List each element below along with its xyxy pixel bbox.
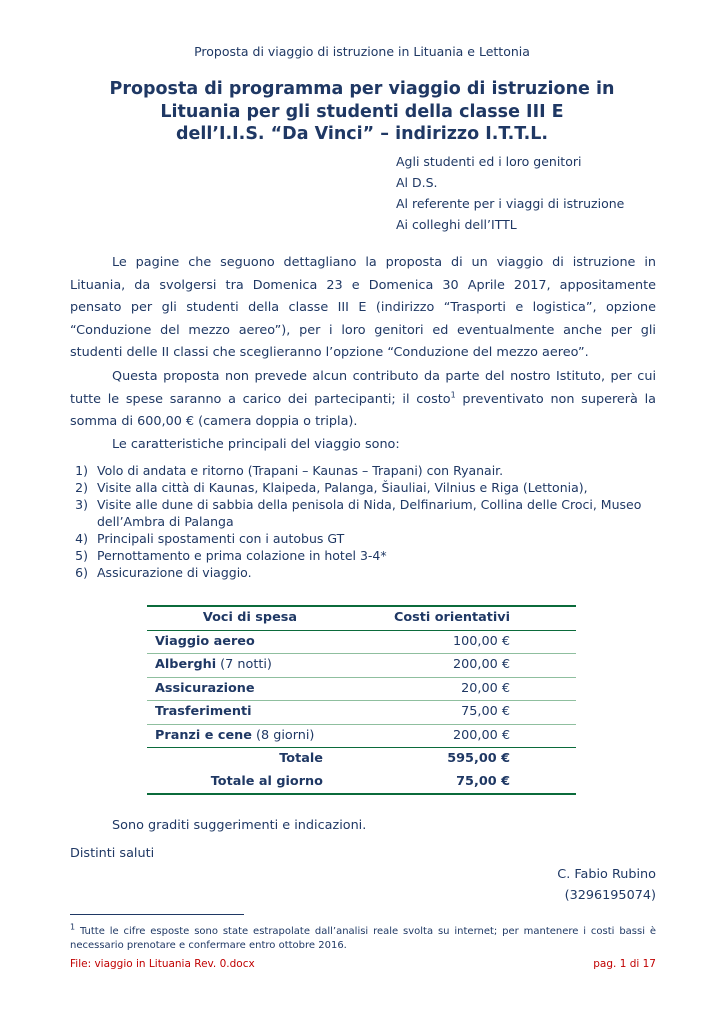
cost-value: 100,00 €: [353, 630, 576, 654]
list-item: [70, 564, 660, 581]
total-row: [147, 748, 576, 771]
salutation: Distinti saluti: [70, 846, 155, 861]
cost-value: 200,00 €: [353, 724, 576, 748]
cost-table: [147, 605, 576, 795]
document-title: [70, 78, 654, 146]
footnote-text: Tutte le cifre esposte sono state estrapolate dall’analisi reale svolta su internet; per mantenere i costi bassi è necessario prenotare e confermare entro ottobre 2016.: [70, 926, 656, 951]
footer-page-number: pag. 1 di 17: [593, 958, 656, 970]
list-number: 2): [75, 480, 88, 495]
footnote-mark: 1: [70, 922, 76, 932]
title-line: Lituania per gli studenti della classe III E: [160, 101, 564, 122]
table-row: [147, 630, 576, 654]
cost-item-label: Pranzi e cene: [155, 727, 252, 743]
cost-paragraph: [70, 366, 656, 434]
signature-phone: (3296195074): [564, 888, 656, 903]
recipient: Agli studenti ed i loro genitori: [396, 154, 582, 169]
table-header-row: [147, 606, 576, 630]
daily-total-label: Totale al giorno: [147, 771, 353, 795]
closing-sentence: Sono graditi suggerimenti e indicazioni.: [112, 818, 367, 833]
list-number: 3): [75, 497, 88, 512]
list-item-text: Visite alle dune di sabbia della penisola di Nida, Delfinarium, Collina delle Croci, Museo dell’Ambra di Palanga: [97, 497, 642, 529]
list-number: 4): [75, 531, 88, 546]
recipients-block: [396, 151, 624, 235]
total-label: Totale: [279, 751, 323, 766]
footer-filename: File: viaggio in Lituania Rev. 0.docx: [70, 958, 255, 970]
page-header: Proposta di viaggio di istruzione in Lituania e Lettonia: [194, 44, 530, 59]
list-item: [70, 547, 660, 564]
column-header-costo: Costi orientativi: [353, 606, 576, 630]
signature-name: C. Fabio Rubino: [557, 867, 656, 882]
daily-total-value: 75,00 €: [353, 771, 576, 795]
list-item: [70, 462, 660, 479]
column-header-voce: Voci di spesa: [147, 606, 353, 630]
list-item: [70, 479, 660, 496]
cost-item-note: (7 notti): [216, 657, 272, 672]
cost-text-before: Questa proposta non prevede alcun contributo da parte del nostro Istituto, per cui tutte le spese saranno a carico dei partecipanti; il costo: [70, 369, 656, 407]
title-line: dell’I.I.S. “Da Vinci” – indirizzo I.T.T.L.: [175, 124, 549, 144]
cost-item: [147, 724, 353, 748]
cost-item-label: Assicurazione: [155, 680, 255, 696]
table-row: [147, 724, 576, 748]
list-item-text: Principali spostamenti con i autobus GT: [97, 531, 345, 546]
cost-item-label: Alberghi: [155, 657, 217, 672]
list-item: [70, 496, 660, 530]
cost-item: [147, 701, 353, 725]
cost-item: [147, 630, 353, 654]
footnote-reference[interactable]: 1: [450, 390, 456, 400]
table-row: [147, 701, 576, 725]
list-item-text: Volo di andata e ritorno (Trapani – Kaunas – Trapani) con Ryanair.: [97, 463, 504, 478]
list-item: [70, 530, 660, 547]
total-value: 595,00 €: [447, 751, 510, 766]
cost-text-after: preventivato non supererà la somma di 600,00 € (camera doppia o tripla).: [70, 391, 656, 429]
cost-value: 75,00 €: [353, 701, 576, 725]
list-item-text: Assicurazione di viaggio.: [97, 565, 252, 580]
signature-block: [420, 864, 656, 906]
cost-item-note: (8 giorni): [251, 727, 315, 743]
cost-value: 20,00 €: [353, 677, 576, 701]
features-list: [70, 462, 660, 581]
cost-value: 200,00 €: [353, 654, 576, 678]
title-line: Proposta di programma per viaggio di istruzione in: [109, 79, 615, 99]
list-item-text: Visite alla città di Kaunas, Klaipeda, Palanga, Šiauliai, Vilnius e Riga (Lettonia),: [97, 480, 588, 495]
intro-paragraph: [70, 252, 656, 365]
daily-total-row: [147, 771, 576, 795]
cost-item-label: Trasferimenti: [155, 704, 252, 719]
table-row: [147, 677, 576, 701]
recipient: Ai colleghi dell’ITTL: [396, 217, 517, 232]
recipient: Al D.S.: [396, 175, 438, 190]
table-row: [147, 654, 576, 678]
cost-item: [147, 677, 353, 701]
cost-item-label: Viaggio aereo: [155, 633, 255, 649]
list-item-text: Pernottamento e prima colazione in hotel 3-4*: [97, 548, 387, 563]
intro-text: Le pagine che seguono dettagliano la proposta di un viaggio di istruzione in Lituania, da svolgersi tra Domenica 23 e Domenica 30 Aprile 2017, appositamente pensato per gli studenti della classe III E (indirizzo “Trasporti e logistica”, opzione “Conduzione del mezzo aereo”), per i loro genitori ed eventualmente anche per gli studenti delle II classi che sceglieranno l’opzione “Conduzione del mezzo aereo”.: [70, 255, 656, 360]
features-intro-text: Le caratteristiche principali del viaggio sono:: [112, 437, 400, 452]
recipient: Al referente per i viaggi di istruzione: [396, 196, 625, 211]
footnote-separator: [70, 914, 244, 915]
features-intro: [70, 434, 656, 457]
cost-item: [147, 654, 353, 678]
list-number: 1): [75, 463, 88, 478]
list-number: 6): [75, 565, 88, 580]
list-number: 5): [75, 548, 88, 563]
footnote: [70, 922, 656, 953]
